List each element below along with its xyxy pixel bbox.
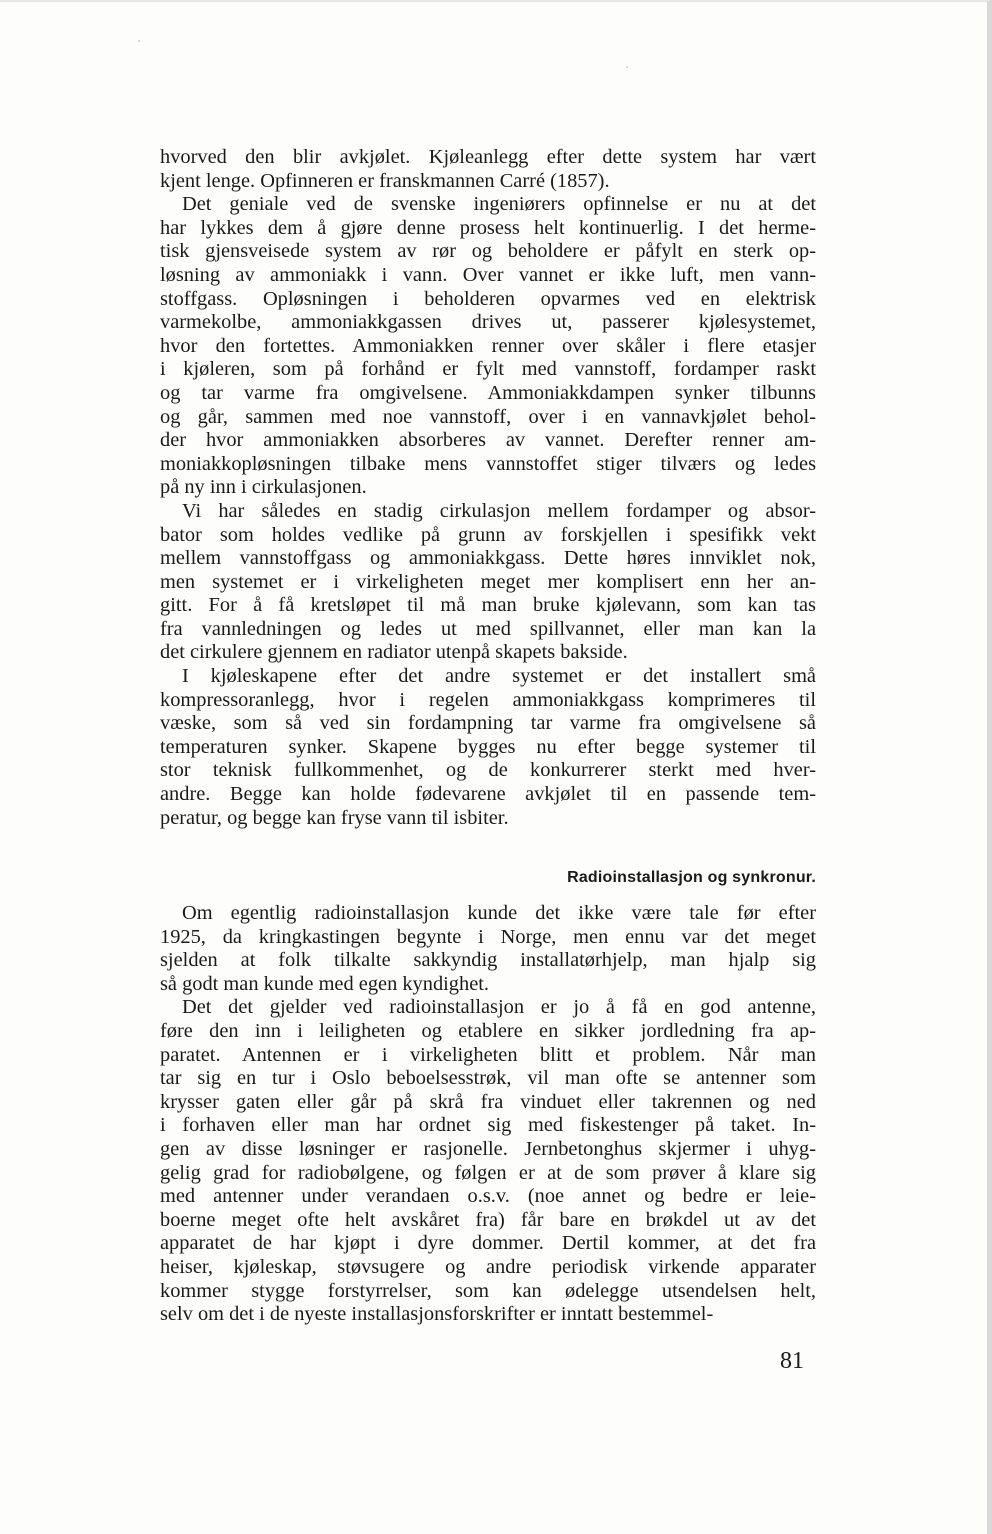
text-line: mellem vannstoffgass og ammoniakkgass. Dette høres innviklet nok, bbox=[160, 547, 816, 570]
page-number: 81 bbox=[780, 1348, 804, 1374]
paper-speck bbox=[626, 66, 628, 68]
text-line: sjelden at folk tilkalte sakkyndig installatørhjelp, man hjalp sig bbox=[160, 949, 816, 972]
text-line: kjent lenge. Opfinneren er franskmannen Carré (1857). bbox=[160, 169, 610, 192]
text-line: stoffgass. Opløsningen i beholderen opvarmes ved en elektrisk bbox=[160, 287, 816, 310]
text-line: apparatet de har kjøpt i dyre dommer. Dertil kommer, at det fra bbox=[160, 1232, 816, 1255]
text-line: og tar varme fra omgivelsene. Ammoniakkdampen synker tilbunns bbox=[160, 381, 816, 404]
paragraph bbox=[160, 902, 816, 996]
text-line: fra vannledningen og ledes ut med spillvannet, eller man kan la bbox=[160, 617, 816, 640]
text-line: hvor den fortettes. Ammoniakken renner over skåler i flere etasjer bbox=[160, 334, 816, 357]
text-line: andre. Begge kan holde fødevarene avkjølet til en passende tem- bbox=[160, 783, 816, 806]
section-heading: Radioinstallasjon og synkronur. bbox=[567, 869, 816, 886]
text-line: væske, som så ved sin fordampning tar varme fra omgivelsene så bbox=[160, 712, 816, 735]
text-line: Det geniale ved de svenske ingeniørers opfinnelse er nu at det bbox=[182, 193, 816, 216]
text-line: Om egentlig radioinstallasjon kunde det ikke være tale før efter bbox=[182, 902, 816, 924]
section-refrigeration bbox=[160, 146, 816, 830]
text-line: i forhaven eller man har ordnet sig med fiskestenger på taket. In- bbox=[160, 1114, 816, 1137]
text-line: heiser, kjøleskap, støvsugere og andre periodisk virkende apparater bbox=[160, 1255, 816, 1278]
text-line: hvorved den blir avkjølet. Kjøleanlegg efter dette system har vært bbox=[160, 146, 816, 168]
text-line: gitt. For å få kretsløpet til må man bruke kjølevann, som kan tas bbox=[160, 594, 816, 617]
text-line: gen av disse løsninger er rasjonelle. Jernbetonghus skjermer i uhyg- bbox=[160, 1137, 816, 1160]
text-line: peratur, og begge kan fryse vann til isbiter. bbox=[160, 806, 509, 829]
text-line: boerne meget ofte helt avskåret fra) får bare en brøkdel ut av det bbox=[160, 1208, 816, 1231]
text-line: Det det gjelder ved radioinstallasjon er jo å få en god antenne, bbox=[182, 996, 816, 1019]
text-line: varmekolbe, ammoniakkgassen drives ut, passerer kjølesystemet, bbox=[160, 311, 816, 334]
text-line: på ny inn i cirkulasjonen. bbox=[160, 476, 367, 499]
text-line: tisk gjensveisede system av rør og beholdere er påfylt en sterk op- bbox=[160, 240, 816, 263]
text-line: I kjøleskapene efter det andre systemet er det installert små bbox=[182, 665, 816, 688]
text-line: det cirkulere gjennem en radiator utenpå skapets bakside. bbox=[160, 641, 628, 664]
paragraph bbox=[160, 193, 816, 500]
text-line: krysser gaten eller går på skrå fra vinduet eller takrennen og ned bbox=[160, 1090, 816, 1113]
text-line: temperaturen synker. Skapene bygges nu efter begge systemer til bbox=[160, 735, 816, 758]
text-line: med antenner under verandaen o.s.v. (noe annet og bedre er leie- bbox=[160, 1185, 816, 1208]
section-radio bbox=[160, 902, 816, 1327]
paragraph bbox=[160, 500, 816, 665]
paragraph bbox=[160, 146, 816, 193]
text-line: men systemet er i virkeligheten meget mer komplisert enn her an- bbox=[160, 570, 816, 593]
text-line: løsning av ammoniakk i vann. Over vannet er ikke luft, men vann- bbox=[160, 263, 816, 286]
text-line: Vi har således en stadig cirkulasjon mellem fordamper og absor- bbox=[182, 499, 816, 522]
text-line: kommer stygge forstyrrelser, som kan ødelegge utsendelsen helt, bbox=[160, 1279, 816, 1302]
paragraph bbox=[160, 665, 816, 830]
text-line: føre den inn i leiligheten og etablere en sikker jordledning fra ap- bbox=[160, 1019, 816, 1042]
text-line: tar sig en tur i Oslo beboelsesstrøk, vil man ofte se antenner som bbox=[160, 1067, 816, 1090]
text-line: moniakkopløsningen tilbake mens vannstoffet stiger tilværs og ledes bbox=[160, 452, 816, 475]
paper-speck bbox=[138, 40, 140, 42]
text-line: gelig grad for radiobølgene, og følgen er at de som prøver å klare sig bbox=[160, 1161, 816, 1184]
paragraph bbox=[160, 996, 816, 1326]
text-line: stor teknisk fullkommenhet, og de konkurrerer sterkt med hver- bbox=[160, 759, 816, 782]
text-line: bator som holdes vedlike på grunn av forskjellen i spesifikk vekt bbox=[160, 523, 816, 546]
text-line: så godt man kunde med egen kyndighet. bbox=[160, 972, 490, 995]
text-line: i kjøleren, som på forhånd er fylt med vannstoff, fordamper raskt bbox=[160, 358, 816, 381]
text-column bbox=[160, 146, 816, 1326]
text-line: der hvor ammoniakken absorberes av vannet. Derefter renner am- bbox=[160, 429, 816, 452]
text-line: 1925, da kringkastingen begynte i Norge, men ennu var det meget bbox=[160, 925, 816, 948]
text-line: har lykkes dem å gjøre denne prosess helt kontinuerlig. I det herme- bbox=[160, 216, 816, 239]
text-line: selv om det i de nyeste installasjonsforskrifter er inntatt bestemmel- bbox=[160, 1303, 714, 1326]
text-line: paratet. Antennen er i virkeligheten blitt et problem. Når man bbox=[160, 1043, 816, 1066]
text-line: kompressoranlegg, hvor i regelen ammoniakkgass komprimeres til bbox=[160, 688, 816, 711]
text-line: og går, sammen med noe vannstoff, over i en vannavkjølet behol- bbox=[160, 405, 816, 428]
